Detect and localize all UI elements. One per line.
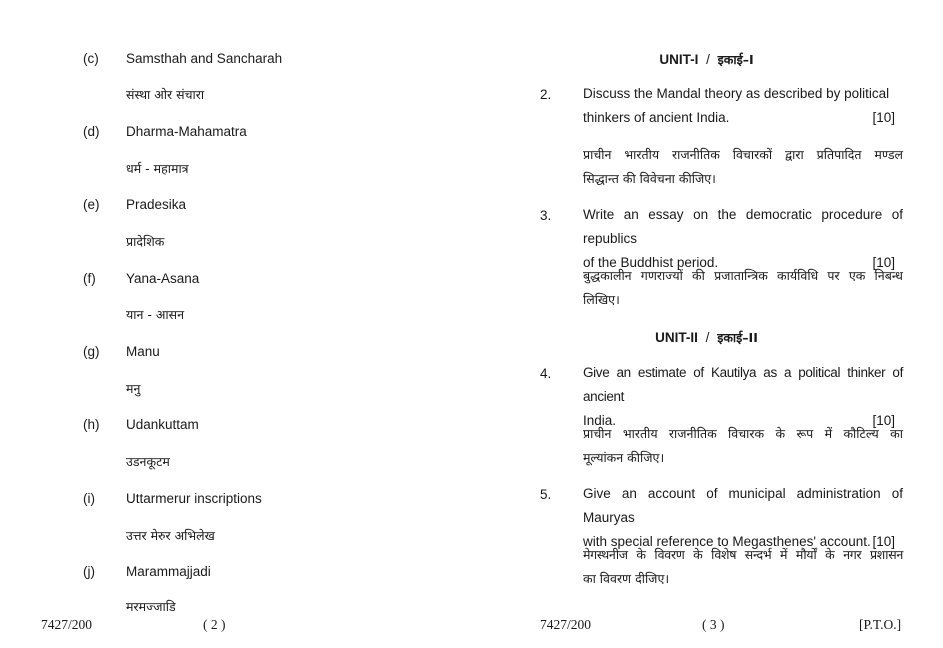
unit-separator: / [706, 52, 710, 67]
question-line-text: thinkers of ancient India. [583, 110, 730, 125]
unit-heading [470, 329, 943, 346]
marks: [10] [872, 534, 895, 549]
question-hindi [583, 543, 903, 591]
item-hindi: उत्तर मेरुर अभिलेख [126, 528, 215, 543]
item-label: (c) [83, 51, 99, 66]
question-text [583, 82, 903, 130]
item-label: (d) [83, 124, 100, 139]
question-hindi-line: बुद्धकालीन गणराज्यों की प्रजातान्त्रिक कार्यविधि पर एक निबन्ध [583, 268, 903, 283]
item-hindi: प्रादेशिक [126, 234, 165, 249]
question-line: Give an account of municipal administration of Mauryas [583, 486, 903, 525]
item-english: Yana-Asana [126, 271, 200, 286]
item-hindi: यान - आसन [126, 307, 185, 322]
item-english: Udankuttam [126, 417, 199, 432]
unit-heading [470, 51, 943, 68]
question-line: Give an estimate of Kautilya as a political thinker of ancient [583, 365, 903, 404]
item-label: (g) [83, 344, 100, 359]
page-number: ( 3 ) [702, 617, 725, 632]
question-hindi [583, 264, 903, 312]
question-hindi-line: लिखिए। [583, 292, 620, 307]
question-hindi [583, 143, 903, 191]
item-english: Pradesika [126, 197, 187, 212]
item-label: (i) [83, 491, 95, 506]
footer-code: 7427/200 [540, 617, 592, 632]
item-english: Uttarmerur inscriptions [126, 491, 262, 506]
item-hindi: मरमज्जाडि [126, 599, 176, 614]
question-line-text: of the Buddhist period. [583, 255, 719, 270]
item-english: Dharma-Mahamatra [126, 124, 247, 139]
item-label: (j) [83, 564, 95, 579]
question-hindi-line: सिद्धान्त की विवेचना कीजिए। [583, 171, 716, 186]
question-hindi-line: का विवरण दीजिए। [583, 571, 670, 586]
item-english: Samsthah and Sancharah [126, 51, 283, 66]
item-hindi: संस्था ओर संचारा [126, 87, 205, 102]
question-line [583, 106, 903, 130]
marks: [10] [872, 110, 895, 125]
question-number: 3. [540, 208, 552, 223]
item-label: (f) [83, 271, 96, 286]
marks: [10] [872, 255, 895, 270]
unit-title-hindi: इकाई–I [717, 52, 754, 67]
item-english: Marammajjadi [126, 564, 211, 579]
question-number: 4. [540, 366, 552, 381]
pto-note: [P.T.O.] [859, 617, 902, 632]
question-hindi-line: प्राचीन भारतीय राजनीतिक विचारक के रूप में कौटिल्य का [583, 426, 903, 441]
question-hindi-line: प्राचीन भारतीय राजनीतिक विचारकों द्वारा प्रतिपादित मण्डल [583, 147, 903, 162]
question-line: Discuss the Mandal theory as described by political [583, 86, 890, 101]
right-page [470, 0, 943, 648]
question-hindi [583, 422, 903, 470]
marks: [10] [872, 413, 895, 428]
unit-title-hindi: इकाई–II [717, 330, 758, 345]
question-number: 2. [540, 87, 552, 102]
question-line: Write an essay on the democratic procedure of republics [583, 207, 903, 246]
item-label: (h) [83, 417, 100, 432]
item-hindi: धर्म - महामात्र [126, 161, 189, 176]
question-number: 5. [540, 487, 552, 502]
unit-title-english: UNIT-II [655, 330, 698, 345]
question-line-text: India. [583, 413, 617, 428]
question-hindi-line: मेगस्थनीज के विवरण के विशेष सन्दर्भ में मौर्यों के नगर प्रशासन [583, 547, 903, 562]
question-hindi-line: मूल्यांकन कीजिए। [583, 450, 665, 465]
question-line-text: with special reference to Megasthenes' account. [583, 534, 871, 549]
unit-title-english: UNIT-I [659, 52, 699, 67]
item-label: (e) [83, 197, 100, 212]
unit-separator: / [705, 330, 710, 345]
page-number: ( 2 ) [203, 617, 226, 632]
item-english: Manu [126, 344, 160, 359]
left-page [0, 0, 470, 648]
footer-code: 7427/200 [41, 617, 93, 632]
item-hindi: मनु [126, 381, 141, 396]
item-hindi: उडनकूटम [126, 454, 170, 469]
